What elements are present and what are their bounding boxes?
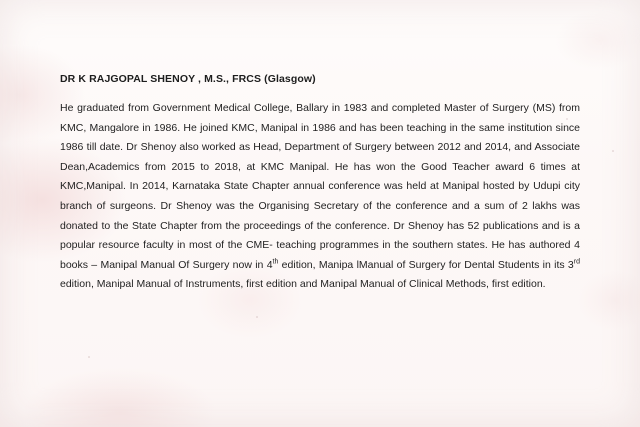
ordinal-superscript: th [272, 258, 279, 266]
scan-speck [256, 316, 258, 318]
scan-speck [88, 356, 90, 358]
document-title: DR K RAJGOPAL SHENOY , M.S., FRCS (Glasgow) [60, 73, 316, 85]
ordinal-superscript: rd [573, 258, 580, 266]
document-text-block [60, 73, 580, 295]
document-body: He graduated from Government Medical College, Ballary in 1983 and completed Master of Surgery (MS) from KMC, Mangalore in 1986. He joined KMC, Manipal in 1986 and has been teaching in the same institution since 1986 till date. Dr Shenoy also worked as Head, Department of Surgery between 2012 and 2014, and Associate Dean,Academics from 2015 to 2018, at KMC Manipal. He has won the Good Teacher award 6 times at KMC,Manipal. In 2014, Karnataka State Chapter annual conference was held at Manipal hosted by Udupi city branch of surgeons. Dr Shenoy was the Organising Secretary of the conference and a sum of 2 lakhs was donated to the State Chapter from the proceedings of the conference. Dr Shenoy has 52 publications and is a popular resource faculty in most of the CME- teaching programmes in the southern states. He has authored 4 books – Manipal Manual Of Surgery now in 4th edition, Manipa lManual of Surgery for Dental Students in its 3rd edition, Manipal Manual of Instruments, first edition and Manipal Manual of Clinical Methods, first edition. [60, 102, 580, 291]
scan-speck [612, 150, 614, 152]
